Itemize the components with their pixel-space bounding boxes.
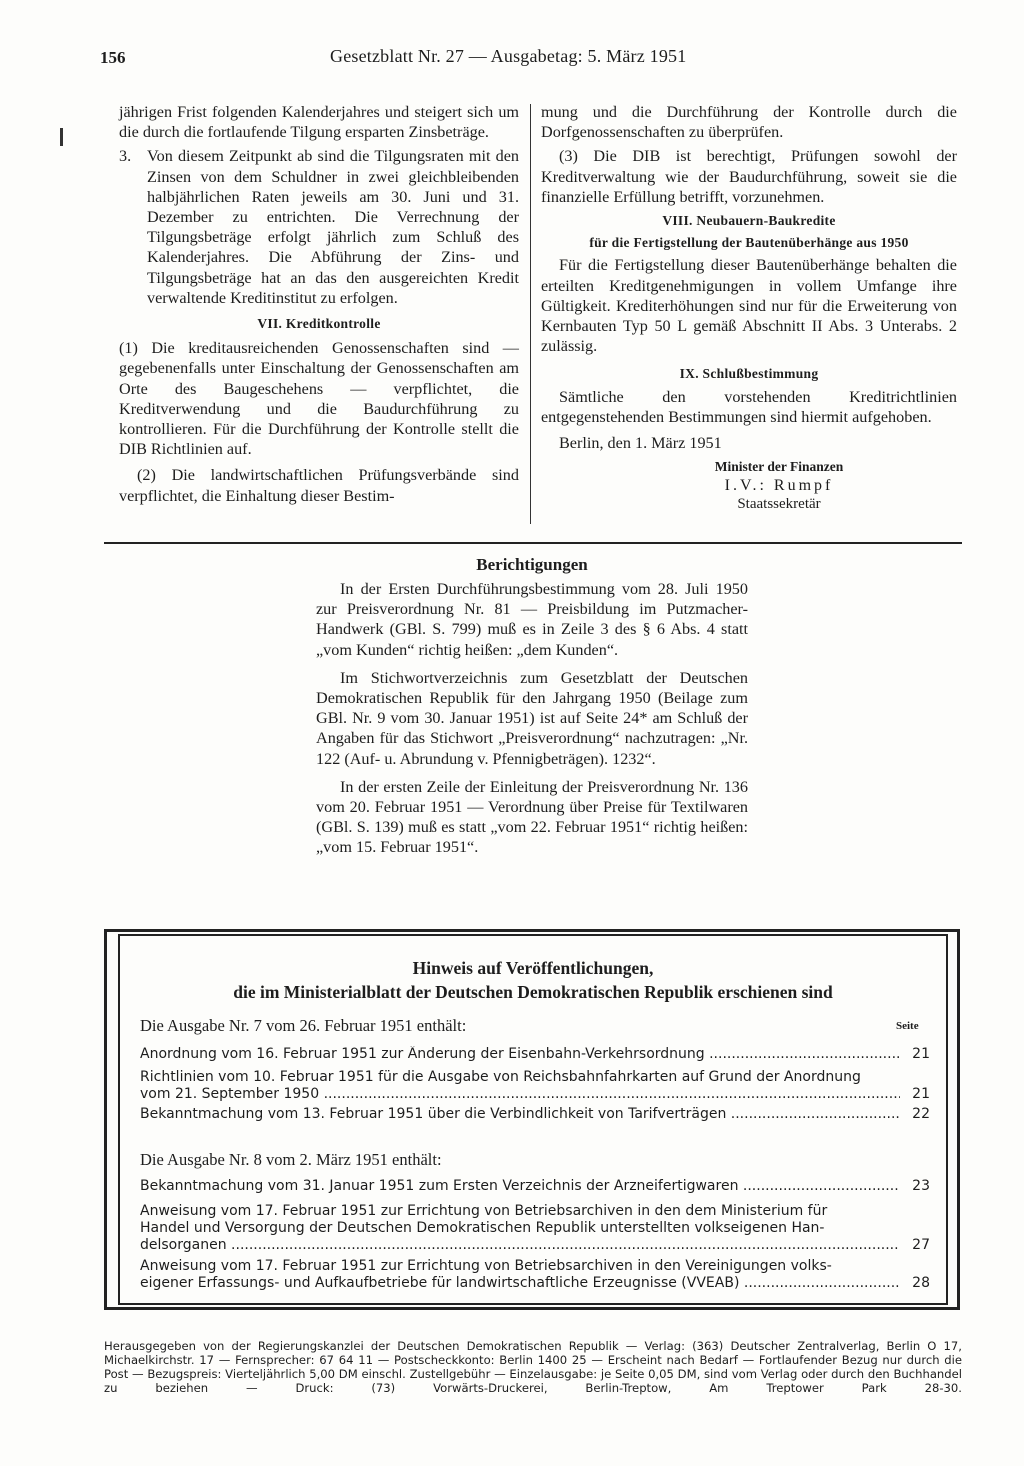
paragraph: Für die Fertigstellung dieser Bautenüberhänge behalten die erteilten Kreditgenehmigungen in vollem Umfange ihre Gültigkeit. Krediterhöhungen sind nur für die Erweiterung von Kernbauten Typ 50 L gemäß Abschnitt II Abs. 3 Unterabs. 2 zulässig. [541,256,957,356]
toc-entry-text-line: Richtlinien vom 10. Februar 1951 für die Ausgabe von Reichsbahnfahrkarten auf Grund der Anordnung [140,1069,861,1085]
date-line: Berlin, den 1. März 1951 [559,434,722,453]
section-heading-viii: VIII. Neubauern-Baukredite [662,213,836,229]
toc-entry-page: 22 [912,1106,930,1122]
paragraph: Sämtliche den vorstehenden Kreditrichtlinien entgegenstehenden Bestimmungen sind hiermit aufgehoben. [541,387,957,426]
signature-ministry: Minister der Finanzen [714,459,844,475]
page-header-title: Gesetzblatt Nr. 27 — Ausgabetag: 5. März 1951 [330,46,687,66]
signature-rank: Staatssekretär [737,496,821,513]
toc-entry [140,1178,930,1195]
toc-entry [140,1106,930,1123]
toc-entry-text: delsorganen ..... [140,1237,900,1254]
correction-paragraph: Im Stichwortverzeichnis zum Gesetzblatt der Deutschen Demokratischen Republik für den Jahrgang 1950 (Beilage zum GBl. Nr. 9 vom 30. Januar 1951) ist auf Seite 24* am Schluß der Angaben für das Stichwort „Preisverordnung“ nachzutragen: „Nr. 122 (Auf- u. Abrundung v. Pfennigbeträgen). 1232“. [316,668,748,768]
toc-entry-page: 28 [912,1275,930,1291]
item-text: Von diesem Zeitpunkt ab sind die Tilgungsraten mit den Zinsen von dem Schuldner in zwei gleichbleibenden halbjährlichen Raten jeweils am 30. Juni und 31. Dezember zu entrichten. Die Verrechnung der Tilgungsbeträge erfolgt jährlich zum Schluß des Kalenderjahres. Die Abführung der Zins- und Tilgungsbeträge hat an das den ausgereichten Kredit verwaltende Kreditinstitut zu erfolgen. [147,147,519,307]
paragraph: mung und die Durchführung der Kontrolle durch die Dorfgenossenschaften zu überprüfen. [541,103,957,142]
toc-entry [140,1258,930,1292]
paragraph: (1) Die kreditausreichenden Genossenschaften sind — gegebenenfalls unter Einschaltung der Genossenschaften am Orte des Baugeschehens — verpflichtet, die Kreditverwendung und die Baudurchführung zu kontrollieren. Für die Durchführung der Kontrolle stellt die DIB Richtlinien auf. [119,339,519,459]
toc-entry-page: 27 [912,1237,930,1253]
toc-entry-text: vom 21. September 1950 ..... [140,1086,900,1103]
signature-block [601,457,957,514]
issue-heading-nr8: Die Ausgabe Nr. 8 vom 2. März 1951 enthält: [140,1150,442,1169]
publisher-footer: Herausgegeben von der Regierungskanzlei der Deutschen Demokratischen Republik — Verlag: (363) Deutscher Zentralverlag, Berlin O 17, Michaelkirchstr. 17 — Fernsprecher: 67 64 11 — Postscheckkonto: Berlin 1400 25 — Erscheint nach Bedarf — Fortlaufender Bezug nur durch die Post — Bezugspreis: Vierteljährlich 5,00 DM einschl. Zustellgebühr — Einzelausgabe: je Seite 0,05 DM, sind vom Verlag oder durch den Buchhandel zu beziehen — Druck: (73) Vorwärts-Druckerei, Berlin-Treptow, Am Treptower Park 28-30. [104,1339,962,1395]
toc-entry-page: 21 [912,1046,930,1062]
toc-entry-text-line: Anweisung vom 17. Februar 1951 zur Errichtung von Betriebsarchiven in den Vereinigungen volks- [140,1258,832,1274]
margin-mark [60,128,63,146]
toc-entry [140,1203,930,1254]
toc-entry-text-line: Anweisung vom 17. Februar 1951 zur Errichtung von Betriebsarchiven in den dem Ministerium für [140,1203,828,1219]
page-column-label: Seite [896,1020,919,1032]
left-column [119,102,519,510]
toc-entry-text: eigener Erfassungs- und Aufkaufbetriebe für landwirtschaftliche Erzeugnisse (VVEAB) ..... [140,1275,900,1292]
notice-title-line2: die im Ministerialblatt der Deutschen Demokratischen Republik erschienen sind [233,982,833,1002]
notice-title-line1: Hinweis auf Veröffentlichungen, [412,958,654,978]
correction-paragraph: In der Ersten Durchführungsbestimmung vom 28. Juli 1950 zur Preisverordnung Nr. 81 — Preisbildung im Putzmacher-Handwerk (GBl. S. 799) muß es in Zeile 3 des § 6 Abs. 4 statt „vom Kunden“ richtig heißen: „dem Kunden“. [316,580,748,659]
numbered-item-3 [119,146,519,308]
toc-entry [140,1069,930,1103]
column-divider [530,104,531,524]
toc-entry-page: 23 [912,1178,930,1194]
correction-paragraph: In der ersten Zeile der Einleitung der Preisverordnung Nr. 136 vom 20. Februar 1951 — Verordnung über Preise für Textilwaren (GBl. S. 139) muß es statt „vom 22. Februar 1951“ richtig heißen: „vom 15. Februar 1951“. [316,777,748,857]
notice-box-title [120,956,946,1004]
paragraph: jährigen Frist folgenden Kalenderjahres und steigert sich um die durch die fortlaufende Tilgung ersparten Zinsbeträge. [119,103,519,142]
toc-entry-text: Bekanntmachung vom 13. Februar 1951 über die Verbindlichkeit von Tarifverträgen ..... [140,1106,900,1123]
item-number: 3. [119,147,132,166]
right-column [541,102,957,514]
corrections-body [316,579,748,866]
paragraph: (3) Die DIB ist berechtigt, Prüfungen sowohl der Kreditverwaltung wie der Baudurchführung, soweit sie die finanzielle Erfüllung betrifft, vorzunehmen. [541,147,957,206]
toc-entry-text: Bekanntmachung vom 31. Januar 1951 zum Ersten Verzeichnis der Arzneifertigwaren ..... [140,1178,900,1195]
section-heading-vii: VII. Kreditkontrolle [257,316,381,332]
issue-heading-nr7: Die Ausgabe Nr. 7 vom 26. Februar 1951 enthält: [140,1016,467,1035]
section-subheading-viii: für die Fertigstellung der Bautenüberhänge aus 1950 [589,235,909,251]
signature-name: I.V.: Rumpf [724,477,834,495]
corrections-title: Berichtigungen [476,555,588,574]
section-heading-ix: IX. Schlußbestimmung [679,366,819,382]
toc-entry-text-line: Handel und Versorgung der Deutschen Demokratischen Republik unterstellten volkseigenen Han- [140,1220,825,1236]
page-number: 156 [100,48,126,67]
toc-entry [140,1046,930,1063]
toc-entry-text: Anordnung vom 16. Februar 1951 zur Änderung der Eisenbahn-Verkehrsordnung ..... [140,1046,900,1063]
toc-entry-page: 21 [912,1086,930,1102]
paragraph: (2) Die landwirtschaftlichen Prüfungsverbände sind verpflichtet, die Einhaltung dieser Bestim- [119,466,519,505]
section-rule [104,542,962,544]
